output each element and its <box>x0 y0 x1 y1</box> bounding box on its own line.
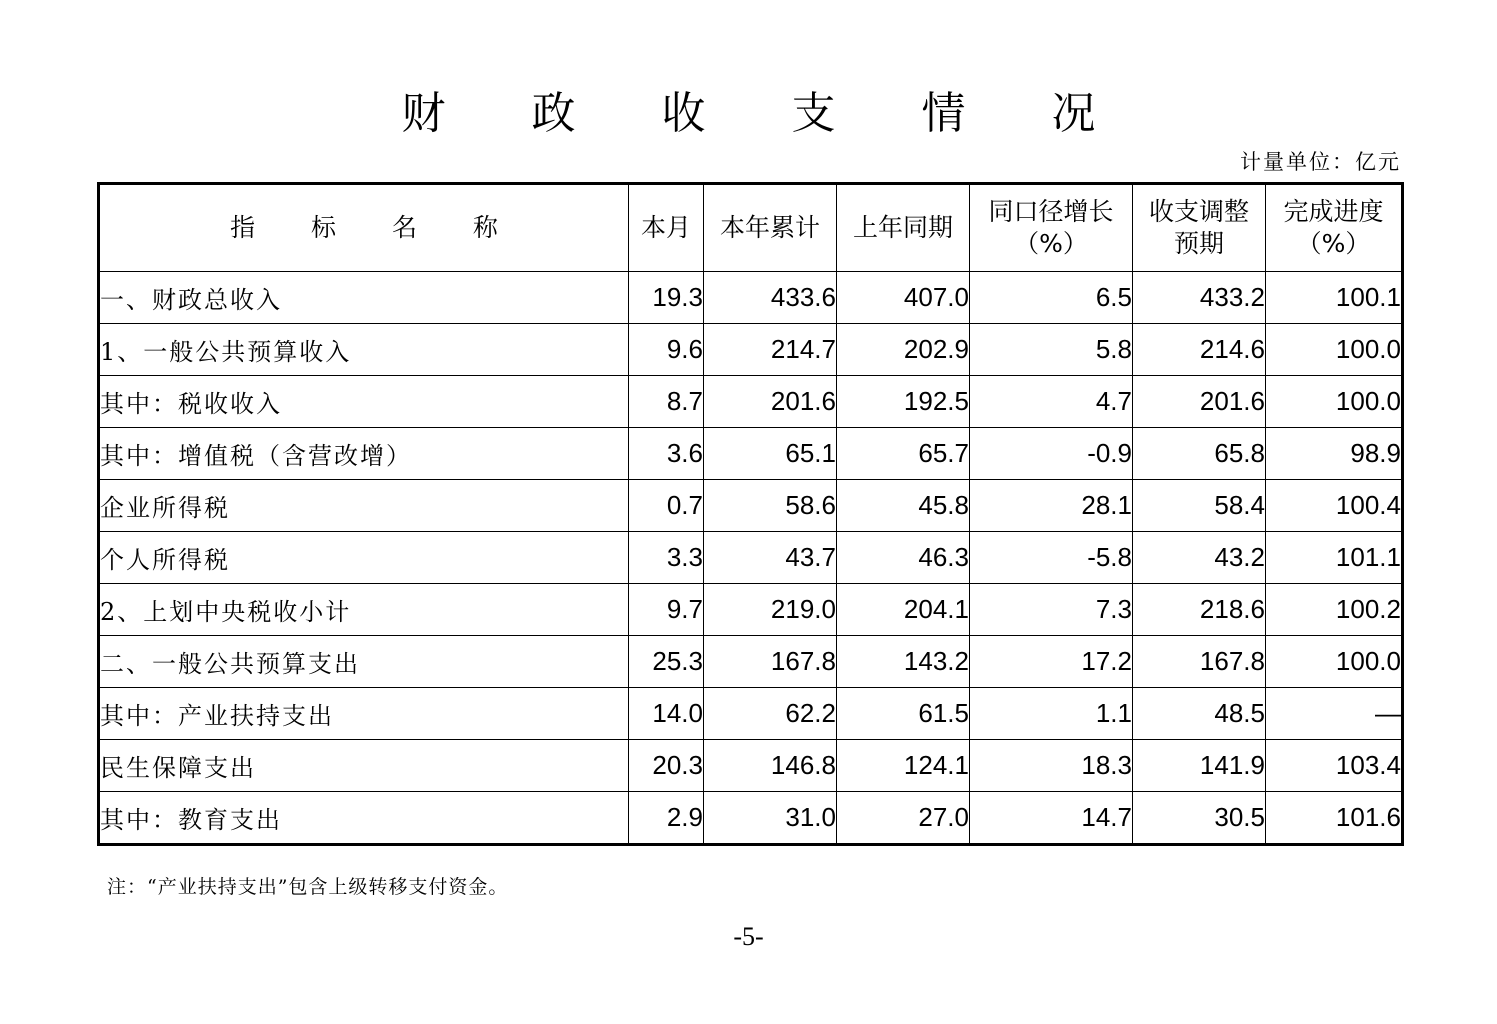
header-progress-line1: 完成进度 <box>1283 197 1384 226</box>
cell-growth: -5.8 <box>970 532 1133 584</box>
table-row <box>99 584 1403 636</box>
header-ytd: 本年累计 <box>704 184 837 272</box>
row-label: 民生保障支出 <box>99 740 629 792</box>
row-label: 其中：教育支出 <box>99 792 629 845</box>
header-adjust-line1: 收支调整 <box>1148 197 1249 226</box>
cell-ytd: 58.6 <box>704 480 837 532</box>
page-number: -5- <box>733 922 764 951</box>
cell-growth: 14.7 <box>970 792 1133 845</box>
header-month: 本月 <box>629 184 704 272</box>
cell-prev: 204.1 <box>837 584 970 636</box>
cell-progress: 100.4 <box>1266 480 1403 532</box>
cell-prev: 27.0 <box>837 792 970 845</box>
header-progress-line2: （%） <box>1296 229 1371 258</box>
unit-label: 计量单位：亿元 <box>1240 150 1401 174</box>
cell-progress: — <box>1266 688 1403 740</box>
cell-month: 3.3 <box>629 532 704 584</box>
header-growth-line2: （%） <box>1014 229 1088 258</box>
table-row <box>99 792 1403 845</box>
cell-adjust: 433.2 <box>1133 272 1266 324</box>
cell-month: 9.7 <box>629 584 704 636</box>
table-row <box>99 688 1403 740</box>
header-prev: 上年同期 <box>837 184 970 272</box>
cell-ytd: 214.7 <box>704 324 837 376</box>
cell-ytd: 201.6 <box>704 376 837 428</box>
header-name: 指 标 名 称 <box>99 184 629 272</box>
row-label: 二、一般公共预算支出 <box>99 636 629 688</box>
cell-adjust: 58.4 <box>1133 480 1266 532</box>
cell-progress: 98.9 <box>1266 428 1403 480</box>
cell-progress: 100.2 <box>1266 584 1403 636</box>
cell-adjust: 30.5 <box>1133 792 1266 845</box>
cell-progress: 101.6 <box>1266 792 1403 845</box>
page-title: 财 政 收 支 情 况 <box>401 88 1132 139</box>
cell-adjust: 214.6 <box>1133 324 1266 376</box>
finance-table <box>97 182 1404 846</box>
table-row <box>99 428 1403 480</box>
table-row <box>99 480 1403 532</box>
cell-adjust: 218.6 <box>1133 584 1266 636</box>
table-row <box>99 376 1403 428</box>
cell-month: 9.6 <box>629 324 704 376</box>
cell-prev: 124.1 <box>837 740 970 792</box>
table-header-row <box>99 184 1403 272</box>
cell-adjust: 43.2 <box>1133 532 1266 584</box>
cell-prev: 407.0 <box>837 272 970 324</box>
cell-progress: 100.1 <box>1266 272 1403 324</box>
header-growth <box>970 184 1133 272</box>
cell-ytd: 219.0 <box>704 584 837 636</box>
footnote: 注：“产业扶持支出”包含上级转移支付资金。 <box>107 876 509 898</box>
cell-prev: 46.3 <box>837 532 970 584</box>
table-row <box>99 324 1403 376</box>
cell-prev: 61.5 <box>837 688 970 740</box>
row-label: 企业所得税 <box>99 480 629 532</box>
table-row <box>99 532 1403 584</box>
cell-adjust: 48.5 <box>1133 688 1266 740</box>
cell-progress: 100.0 <box>1266 324 1403 376</box>
table-row <box>99 272 1403 324</box>
cell-progress: 103.4 <box>1266 740 1403 792</box>
cell-prev: 143.2 <box>837 636 970 688</box>
row-label: 其中：税收收入 <box>99 376 629 428</box>
cell-growth: 4.7 <box>970 376 1133 428</box>
cell-progress: 101.1 <box>1266 532 1403 584</box>
row-label: 个人所得税 <box>99 532 629 584</box>
cell-growth: 18.3 <box>970 740 1133 792</box>
cell-growth: 7.3 <box>970 584 1133 636</box>
cell-adjust: 201.6 <box>1133 376 1266 428</box>
header-growth-line1: 同口径增长 <box>988 197 1114 226</box>
cell-month: 2.9 <box>629 792 704 845</box>
cell-prev: 202.9 <box>837 324 970 376</box>
cell-growth: 5.8 <box>970 324 1133 376</box>
cell-prev: 192.5 <box>837 376 970 428</box>
cell-adjust: 167.8 <box>1133 636 1266 688</box>
cell-progress: 100.0 <box>1266 636 1403 688</box>
cell-ytd: 62.2 <box>704 688 837 740</box>
cell-prev: 65.7 <box>837 428 970 480</box>
header-adjust-line2: 预期 <box>1173 229 1224 258</box>
table-row <box>99 636 1403 688</box>
row-label: 一、财政总收入 <box>99 272 629 324</box>
cell-growth: 28.1 <box>970 480 1133 532</box>
cell-month: 19.3 <box>629 272 704 324</box>
row-label: 其中：产业扶持支出 <box>99 688 629 740</box>
cell-month: 14.0 <box>629 688 704 740</box>
cell-ytd: 43.7 <box>704 532 837 584</box>
cell-ytd: 433.6 <box>704 272 837 324</box>
cell-month: 3.6 <box>629 428 704 480</box>
row-label: 1、一般公共预算收入 <box>99 324 629 376</box>
cell-ytd: 146.8 <box>704 740 837 792</box>
cell-growth: 1.1 <box>970 688 1133 740</box>
row-label: 其中：增值税（含营改增） <box>99 428 629 480</box>
cell-ytd: 65.1 <box>704 428 837 480</box>
cell-month: 25.3 <box>629 636 704 688</box>
cell-progress: 100.0 <box>1266 376 1403 428</box>
cell-adjust: 141.9 <box>1133 740 1266 792</box>
cell-month: 8.7 <box>629 376 704 428</box>
row-label: 2、上划中央税收小计 <box>99 584 629 636</box>
header-adjust <box>1133 184 1266 272</box>
cell-adjust: 65.8 <box>1133 428 1266 480</box>
cell-prev: 45.8 <box>837 480 970 532</box>
cell-growth: -0.9 <box>970 428 1133 480</box>
header-progress <box>1266 184 1403 272</box>
cell-ytd: 31.0 <box>704 792 837 845</box>
cell-growth: 6.5 <box>970 272 1133 324</box>
cell-growth: 17.2 <box>970 636 1133 688</box>
cell-ytd: 167.8 <box>704 636 837 688</box>
table-row <box>99 740 1403 792</box>
cell-month: 20.3 <box>629 740 704 792</box>
cell-month: 0.7 <box>629 480 704 532</box>
